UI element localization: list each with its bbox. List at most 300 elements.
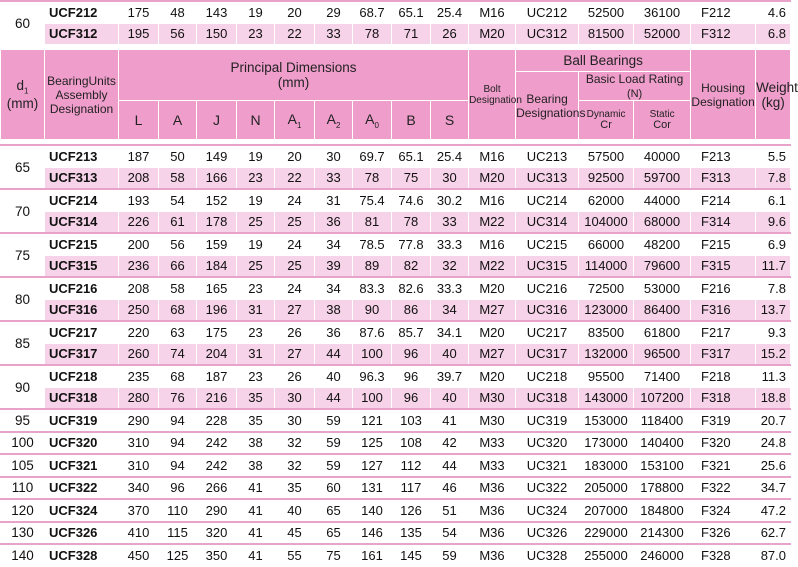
dim-a1-cell: 22 (275, 23, 315, 45)
dim-l-cell: 410 (119, 522, 159, 545)
dim-a0-cell: 90 (353, 299, 392, 321)
weight-kg-cell: 6.9 (756, 233, 791, 255)
dim-j-cell: 165 (197, 277, 237, 299)
dim-a-cell: 96 (159, 477, 197, 500)
dim-n-cell: 41 (237, 477, 275, 500)
dim-j-cell: 290 (197, 499, 237, 522)
dim-n-cell: 35 (237, 409, 275, 432)
table-row (1, 189, 791, 211)
dim-a2-cell: 44 (315, 387, 353, 409)
unit-designation-cell: UCF217 (45, 321, 119, 343)
dim-l-cell: 235 (119, 365, 159, 387)
weight-kg-cell: 47.2 (756, 499, 791, 522)
dim-a1-cell: 30 (275, 387, 315, 409)
static-load-cell: 59700 (634, 167, 691, 189)
dim-s-cell: 34 (431, 299, 469, 321)
static-load-cell: 184800 (634, 499, 691, 522)
housing-designation-cell: F318 (691, 387, 756, 409)
bolt-designation-cell: M33 (469, 432, 516, 455)
dim-a1-cell: 45 (275, 522, 315, 545)
dim-a0-cell: 78.5 (353, 233, 392, 255)
dim-header: N (237, 101, 275, 140)
dim-l-cell: 226 (119, 211, 159, 233)
dim-a-cell: 48 (159, 1, 197, 23)
dim-j-cell: 149 (197, 145, 237, 167)
dim-s-cell: 30 (431, 167, 469, 189)
dim-a0-cell: 131 (353, 477, 392, 500)
static-load-cell: 96500 (634, 343, 691, 365)
dynamic-load-cell: 81500 (579, 23, 634, 45)
static-load-cell: 52000 (634, 23, 691, 45)
housing-designation-cell: F313 (691, 167, 756, 189)
dim-j-cell: 196 (197, 299, 237, 321)
dim-a0-cell: 161 (353, 544, 392, 566)
bearing-designation-cell: UC215 (516, 233, 579, 255)
dim-a0-cell: 75.4 (353, 189, 392, 211)
dynamic-load-cell: 207000 (579, 499, 634, 522)
dim-a2-cell: 33 (315, 23, 353, 45)
dim-j-cell: 184 (197, 255, 237, 277)
dim-j-cell: 152 (197, 189, 237, 211)
dim-a-cell: 94 (159, 454, 197, 477)
dynamic-load-cell: 52500 (579, 1, 634, 23)
dim-b-cell: 75 (392, 167, 431, 189)
housing-designation-cell: F212 (691, 1, 756, 23)
static-load-header: Static Cor (634, 101, 691, 140)
static-load-cell: 214300 (634, 522, 691, 545)
dim-l-cell: 260 (119, 343, 159, 365)
dim-b-cell: 65.1 (392, 1, 431, 23)
bolt-designation-cell: M36 (469, 544, 516, 566)
unit-designation-cell: UCF319 (45, 409, 119, 432)
unit-designation-cell: UCF313 (45, 167, 119, 189)
dim-n-cell: 23 (237, 167, 275, 189)
dim-s-cell: 33.3 (431, 277, 469, 299)
dynamic-load-cell: 143000 (579, 387, 634, 409)
unit-designation-cell: UCF316 (45, 299, 119, 321)
dim-l-cell: 200 (119, 233, 159, 255)
bearing-designation-cell: UC214 (516, 189, 579, 211)
table-row (1, 233, 791, 255)
housing-designation-cell: F316 (691, 299, 756, 321)
table-row (1, 409, 791, 432)
weight-kg-cell: 9.6 (756, 211, 791, 233)
bore-diameter: 90 (1, 365, 45, 409)
bolt-designation-cell: M36 (469, 477, 516, 500)
bolt-designation-cell: M16 (469, 233, 516, 255)
table-row (1, 432, 791, 455)
dim-a1-cell: 35 (275, 477, 315, 500)
principal-dimensions-header: Principal Dimensions (mm) (119, 50, 469, 101)
bolt-designation-cell: M16 (469, 189, 516, 211)
unit-designation-cell: UCF328 (45, 544, 119, 566)
dim-b-cell: 103 (392, 409, 431, 432)
bore-diameter: 110 (1, 477, 45, 500)
dim-l-cell: 208 (119, 277, 159, 299)
unit-designation-cell: UCF216 (45, 277, 119, 299)
table-row (1, 522, 791, 545)
static-load-cell: 153100 (634, 454, 691, 477)
dim-a1-cell: 32 (275, 454, 315, 477)
dim-a2-cell: 60 (315, 477, 353, 500)
dim-j-cell: 143 (197, 1, 237, 23)
dim-s-cell: 34.1 (431, 321, 469, 343)
dim-b-cell: 85.7 (392, 321, 431, 343)
dynamic-load-cell: 255000 (579, 544, 634, 566)
dynamic-load-cell: 123000 (579, 299, 634, 321)
dim-j-cell: 175 (197, 321, 237, 343)
dim-b-cell: 135 (392, 522, 431, 545)
spec-table (0, 144, 791, 567)
dim-j-cell: 266 (197, 477, 237, 500)
unit-designation-cell: UCF324 (45, 499, 119, 522)
dim-l-cell: 310 (119, 432, 159, 455)
dynamic-load-cell: 183000 (579, 454, 634, 477)
weight-kg-cell: 7.8 (756, 167, 791, 189)
housing-designation-cell: F324 (691, 499, 756, 522)
dim-b-cell: 74.6 (392, 189, 431, 211)
weight-kg-cell: 11.3 (756, 365, 791, 387)
bolt-designation-cell: M36 (469, 499, 516, 522)
table-row (1, 167, 791, 189)
dim-a2-cell: 44 (315, 343, 353, 365)
dim-l-cell: 250 (119, 299, 159, 321)
dim-b-cell: 82.6 (392, 277, 431, 299)
bolt-designation-cell: M36 (469, 522, 516, 545)
housing-designation-cell: F213 (691, 145, 756, 167)
dynamic-load-cell: 57500 (579, 145, 634, 167)
dim-s-cell: 40 (431, 343, 469, 365)
dim-b-cell: 86 (392, 299, 431, 321)
unit-designation-cell: UCF314 (45, 211, 119, 233)
dim-l-cell: 280 (119, 387, 159, 409)
dim-a2-cell: 38 (315, 299, 353, 321)
dim-j-cell: 166 (197, 167, 237, 189)
weight-kg-cell: 87.0 (756, 544, 791, 566)
dim-s-cell: 33 (431, 211, 469, 233)
dim-a-cell: 58 (159, 277, 197, 299)
bore-diameter: 130 (1, 522, 45, 545)
unit-designation-cell: UCF215 (45, 233, 119, 255)
bolt-designation-cell: M27 (469, 299, 516, 321)
dim-a-cell: 56 (159, 23, 197, 45)
dynamic-load-header: Dynamic Cr (579, 101, 634, 140)
dim-a-cell: 56 (159, 233, 197, 255)
ball-bearings-header: Ball Bearings (516, 50, 691, 72)
dim-n-cell: 25 (237, 255, 275, 277)
unit-designation-cell: UCF317 (45, 343, 119, 365)
bolt-designation-cell: M30 (469, 387, 516, 409)
dynamic-load-cell: 92500 (579, 167, 634, 189)
bore-diameter: 95 (1, 409, 45, 432)
housing-designation-cell: F320 (691, 432, 756, 455)
static-load-cell: 40000 (634, 145, 691, 167)
bearing-designation-cell: UC312 (516, 23, 579, 45)
dim-a2-cell: 65 (315, 522, 353, 545)
basic-load-rating-header: Basic Load Rating (N) (579, 72, 691, 101)
dim-header: $A_2$ (315, 101, 353, 140)
weight-kg-cell: 15.2 (756, 343, 791, 365)
unit-designation-cell: UCF218 (45, 365, 119, 387)
dim-a-cell: 125 (159, 544, 197, 566)
table-row (1, 343, 791, 365)
housing-designation-cell: F319 (691, 409, 756, 432)
bearing-designation-cell: UC316 (516, 299, 579, 321)
dim-a-cell: 74 (159, 343, 197, 365)
bolt-designation-cell: M20 (469, 365, 516, 387)
dim-b-cell: 145 (392, 544, 431, 566)
bearing-designation-cell: UC328 (516, 544, 579, 566)
static-load-cell: 44000 (634, 189, 691, 211)
dim-a-cell: 68 (159, 365, 197, 387)
dim-a-cell: 110 (159, 499, 197, 522)
bolt-designation-cell: M30 (469, 409, 516, 432)
dim-l-cell: 310 (119, 454, 159, 477)
dim-a0-cell: 69.7 (353, 145, 392, 167)
table-row (1, 321, 791, 343)
static-load-cell: 86400 (634, 299, 691, 321)
housing-designation-cell: F321 (691, 454, 756, 477)
weight-kg-cell: 9.3 (756, 321, 791, 343)
bearing-designation-cell: UC213 (516, 145, 579, 167)
dynamic-load-cell: 205000 (579, 477, 634, 500)
dim-s-cell: 26 (431, 23, 469, 45)
weight-kg-cell: 6.8 (756, 23, 791, 45)
dim-a0-cell: 83.3 (353, 277, 392, 299)
dim-l-cell: 193 (119, 189, 159, 211)
dim-a0-cell: 81 (353, 211, 392, 233)
bore-diameter: 140 (1, 544, 45, 566)
bearing-designations-header: Bearing Designations (516, 72, 579, 140)
weight-kg-cell: 6.1 (756, 189, 791, 211)
dim-a2-cell: 36 (315, 321, 353, 343)
table-row (1, 277, 791, 299)
dim-n-cell: 23 (237, 365, 275, 387)
bearing-designation-cell: UC324 (516, 499, 579, 522)
housing-designation-cell: F214 (691, 189, 756, 211)
dynamic-load-cell: 66000 (579, 233, 634, 255)
bolt-designation-cell: M20 (469, 277, 516, 299)
dim-header: S (431, 101, 469, 140)
static-load-cell: 178800 (634, 477, 691, 500)
table-row (1, 1, 791, 23)
dim-a0-cell: 68.7 (353, 1, 392, 23)
dim-header: $A_0$ (353, 101, 392, 140)
unit-designation-cell: UCF321 (45, 454, 119, 477)
dim-s-cell: 32 (431, 255, 469, 277)
bolt-designation-cell: M27 (469, 343, 516, 365)
static-load-cell: 71400 (634, 365, 691, 387)
dim-a1-cell: 55 (275, 544, 315, 566)
bearing-designation-cell: UC326 (516, 522, 579, 545)
dim-s-cell: 39.7 (431, 365, 469, 387)
dim-a-cell: 68 (159, 299, 197, 321)
dim-n-cell: 19 (237, 233, 275, 255)
dim-l-cell: 208 (119, 167, 159, 189)
bearing-designation-cell: UC315 (516, 255, 579, 277)
dim-a0-cell: 140 (353, 499, 392, 522)
table-row (1, 454, 791, 477)
bore-diameter: 120 (1, 499, 45, 522)
dim-n-cell: 23 (237, 23, 275, 45)
bearing-designation-cell: UC319 (516, 409, 579, 432)
table-row (1, 211, 791, 233)
bore-diameter: 70 (1, 189, 45, 233)
bearing-designation-cell: UC314 (516, 211, 579, 233)
dim-s-cell: 30.2 (431, 189, 469, 211)
dim-a0-cell: 125 (353, 432, 392, 455)
unit-designation-header: BearingUnits Assembly Designation (45, 50, 119, 140)
dim-a-cell: 94 (159, 409, 197, 432)
dim-j-cell: 150 (197, 23, 237, 45)
housing-designation-header: Housing Designation (691, 50, 756, 140)
bore-diameter: 105 (1, 454, 45, 477)
dim-j-cell: 242 (197, 454, 237, 477)
dim-l-cell: 195 (119, 23, 159, 45)
dim-a2-cell: 65 (315, 499, 353, 522)
dim-a0-cell: 78 (353, 23, 392, 45)
dim-a1-cell: 40 (275, 499, 315, 522)
dynamic-load-cell: 83500 (579, 321, 634, 343)
dim-l-cell: 175 (119, 1, 159, 23)
unit-designation-cell: UCF320 (45, 432, 119, 455)
static-load-cell: 246000 (634, 544, 691, 566)
weight-header: Weight (kg) (756, 50, 791, 140)
unit-designation-cell: UCF315 (45, 255, 119, 277)
static-load-cell: 61800 (634, 321, 691, 343)
dim-a-cell: 66 (159, 255, 197, 277)
housing-designation-cell: F326 (691, 522, 756, 545)
dim-j-cell: 228 (197, 409, 237, 432)
dim-a2-cell: 40 (315, 365, 353, 387)
dim-a1-cell: 30 (275, 409, 315, 432)
dim-b-cell: 96 (392, 365, 431, 387)
unit-designation-cell: UCF312 (45, 23, 119, 45)
dim-j-cell: 216 (197, 387, 237, 409)
dim-a2-cell: 34 (315, 233, 353, 255)
static-load-cell: 48200 (634, 233, 691, 255)
dim-a-cell: 94 (159, 432, 197, 455)
bolt-designation-cell: M16 (469, 1, 516, 23)
unit-designation-cell: UCF322 (45, 477, 119, 500)
dim-n-cell: 35 (237, 387, 275, 409)
dim-a0-cell: 89 (353, 255, 392, 277)
weight-kg-cell: 4.6 (756, 1, 791, 23)
housing-designation-cell: F317 (691, 343, 756, 365)
dim-a0-cell: 78 (353, 167, 392, 189)
dim-a0-cell: 87.6 (353, 321, 392, 343)
dim-n-cell: 41 (237, 544, 275, 566)
dim-a0-cell: 100 (353, 387, 392, 409)
bore-diameter: 75 (1, 233, 45, 277)
dim-n-cell: 31 (237, 343, 275, 365)
dynamic-load-cell: 114000 (579, 255, 634, 277)
housing-designation-cell: F215 (691, 233, 756, 255)
dim-a2-cell: 29 (315, 1, 353, 23)
bearing-designation-cell: UC317 (516, 343, 579, 365)
dim-j-cell: 159 (197, 233, 237, 255)
dim-a-cell: 76 (159, 387, 197, 409)
dim-header: L (119, 101, 159, 140)
bore-diameter: 65 (1, 145, 45, 189)
unit-designation-cell: UCF326 (45, 522, 119, 545)
dim-header: A (159, 101, 197, 140)
dim-s-cell: 25.4 (431, 145, 469, 167)
dim-b-cell: 112 (392, 454, 431, 477)
bore-diameter: 85 (1, 321, 45, 365)
weight-kg-cell: 34.7 (756, 477, 791, 500)
housing-designation-cell: F315 (691, 255, 756, 277)
dim-a2-cell: 75 (315, 544, 353, 566)
bolt-designation-cell: M33 (469, 454, 516, 477)
table-row (1, 299, 791, 321)
dim-a1-cell: 32 (275, 432, 315, 455)
dim-a-cell: 63 (159, 321, 197, 343)
housing-designation-cell: F312 (691, 23, 756, 45)
dim-a0-cell: 146 (353, 522, 392, 545)
dim-l-cell: 187 (119, 145, 159, 167)
bearing-designation-cell: UC320 (516, 432, 579, 455)
weight-kg-cell: 20.7 (756, 409, 791, 432)
static-load-cell: 79600 (634, 255, 691, 277)
dim-n-cell: 41 (237, 522, 275, 545)
dim-a1-cell: 22 (275, 167, 315, 189)
static-load-cell: 36100 (634, 1, 691, 23)
dynamic-load-cell: 95500 (579, 365, 634, 387)
static-load-cell: 140400 (634, 432, 691, 455)
dim-b-cell: 117 (392, 477, 431, 500)
unit-designation-cell: UCF214 (45, 189, 119, 211)
dim-n-cell: 19 (237, 1, 275, 23)
bore-diameter: 60 (1, 1, 45, 45)
dim-b-cell: 96 (392, 387, 431, 409)
dim-l-cell: 450 (119, 544, 159, 566)
bolt-designation-header: Bolt Designation (469, 50, 516, 140)
dim-a1-cell: 27 (275, 299, 315, 321)
dynamic-load-cell: 229000 (579, 522, 634, 545)
housing-designation-cell: F328 (691, 544, 756, 566)
dim-s-cell: 33.3 (431, 233, 469, 255)
bolt-designation-cell: M20 (469, 23, 516, 45)
bearing-designation-cell: UC322 (516, 477, 579, 500)
bore-diameter-header: $d_1$ (mm) (1, 50, 45, 140)
static-load-cell: 68000 (634, 211, 691, 233)
dynamic-load-cell: 173000 (579, 432, 634, 455)
bolt-designation-cell: M20 (469, 167, 516, 189)
dim-a0-cell: 96.3 (353, 365, 392, 387)
weight-kg-cell: 11.7 (756, 255, 791, 277)
bearing-designation-cell: UC218 (516, 365, 579, 387)
static-load-cell: 107200 (634, 387, 691, 409)
dim-a2-cell: 59 (315, 454, 353, 477)
dim-n-cell: 38 (237, 454, 275, 477)
dim-n-cell: 23 (237, 277, 275, 299)
dim-n-cell: 19 (237, 145, 275, 167)
dim-header: B (392, 101, 431, 140)
housing-designation-cell: F217 (691, 321, 756, 343)
bolt-designation-cell: M22 (469, 255, 516, 277)
table-row (1, 477, 791, 500)
dim-l-cell: 340 (119, 477, 159, 500)
dim-a2-cell: 33 (315, 167, 353, 189)
dim-a1-cell: 25 (275, 211, 315, 233)
dim-n-cell: 25 (237, 211, 275, 233)
table-row (1, 544, 791, 566)
bearing-designation-cell: UC212 (516, 1, 579, 23)
dim-l-cell: 370 (119, 499, 159, 522)
bore-diameter: 80 (1, 277, 45, 321)
dim-j-cell: 242 (197, 432, 237, 455)
